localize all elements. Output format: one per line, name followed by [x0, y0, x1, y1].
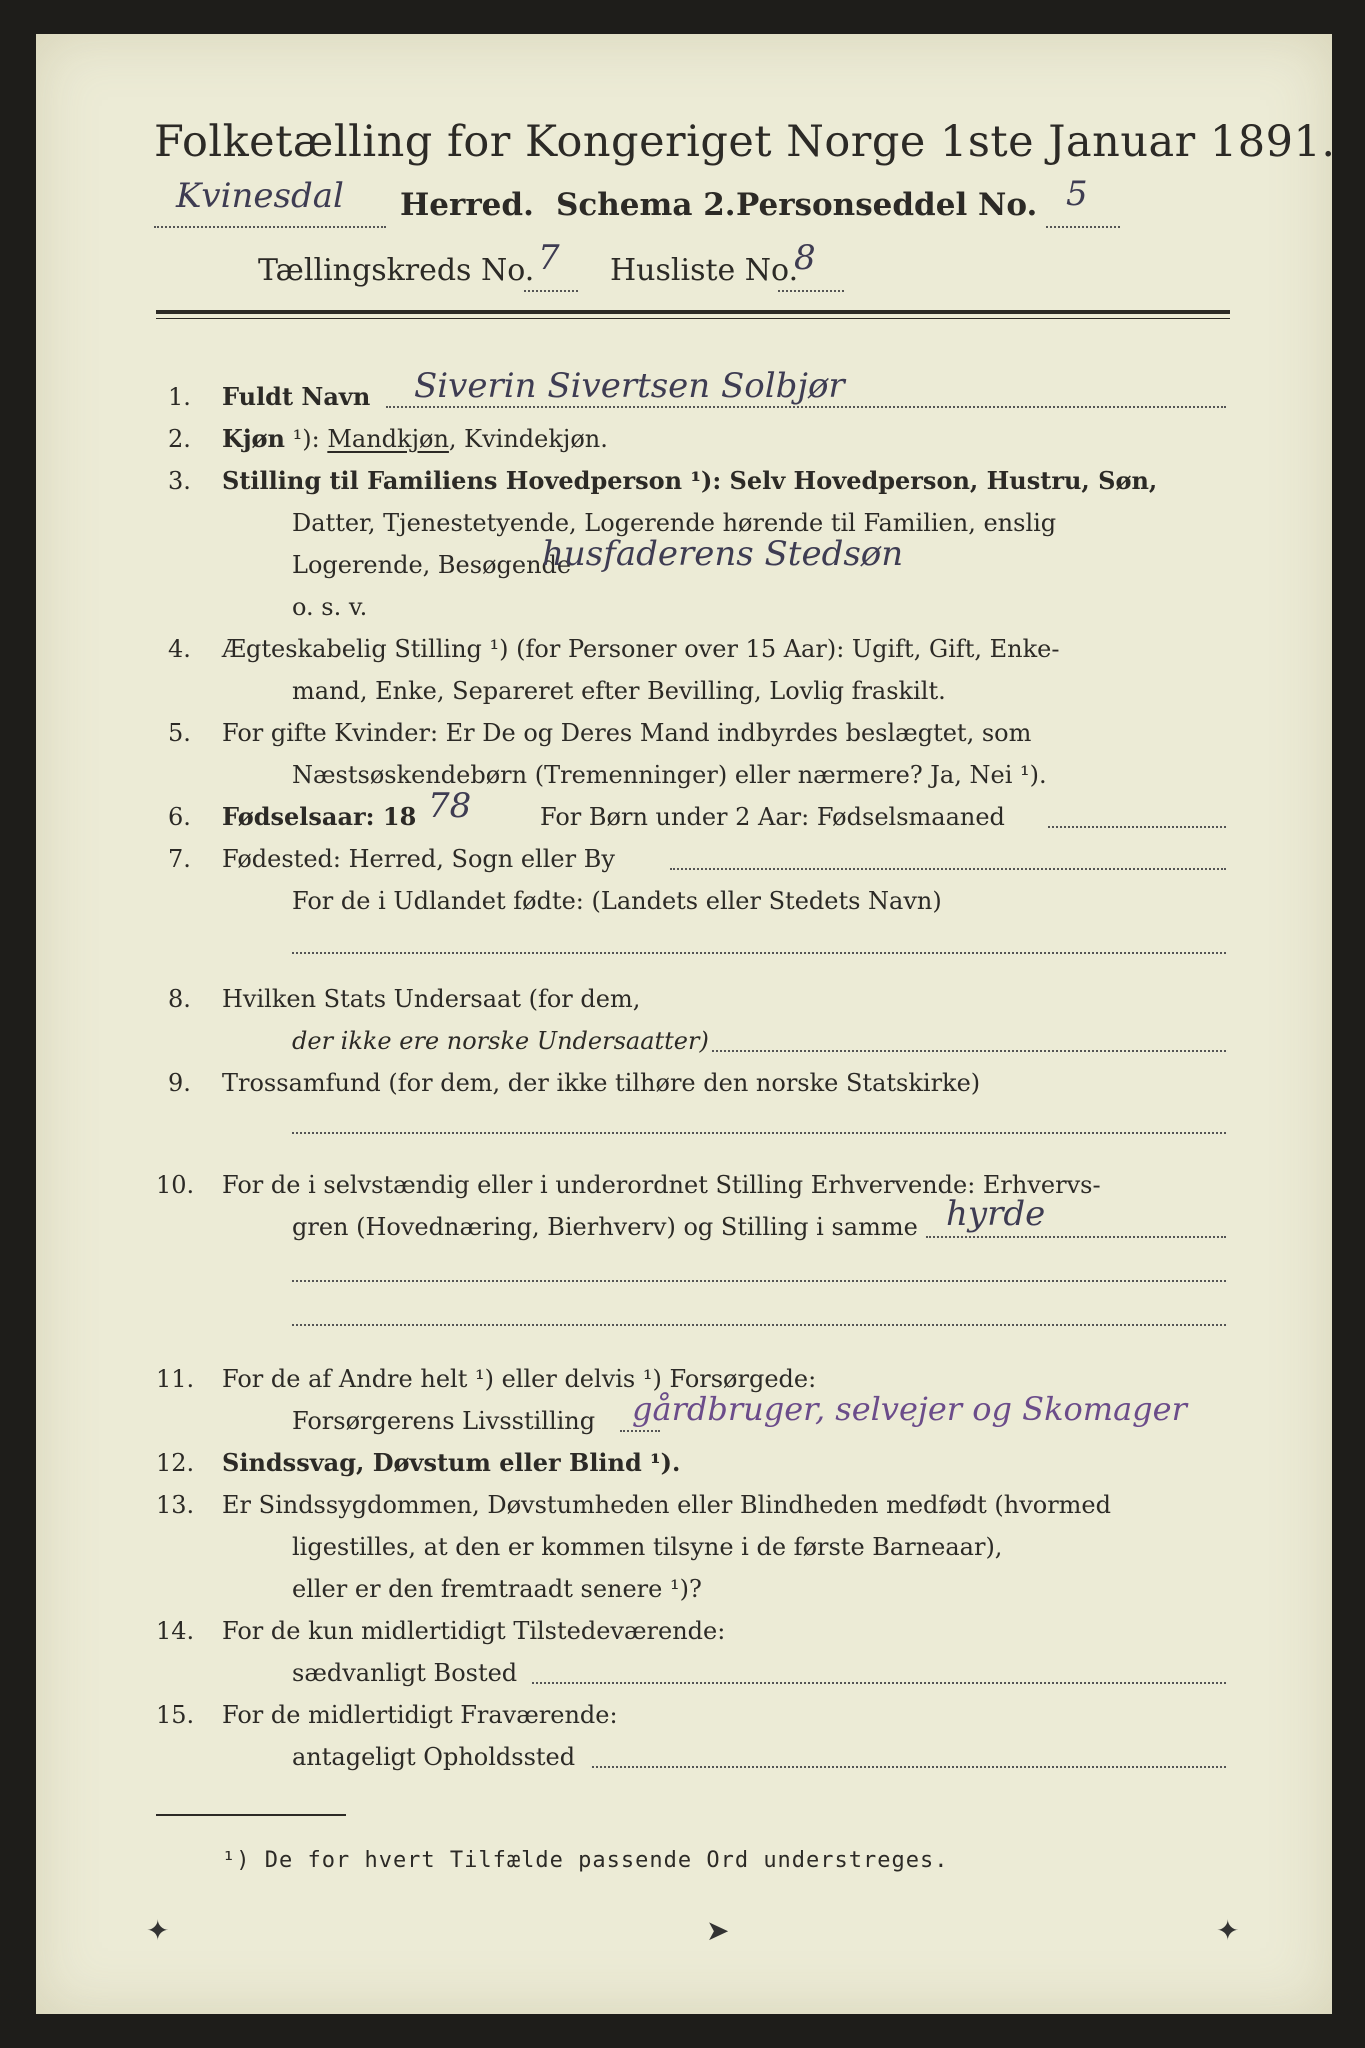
personseddel-label: Personseddel No. — [736, 187, 1038, 223]
header-rule-thin — [156, 318, 1230, 319]
item-10-number: 10. — [156, 1171, 195, 1199]
item-3-line-1: Stilling til Familiens Hovedperson ¹): Selv Hovedperson, Hustru, Søn, — [222, 466, 1158, 495]
registration-mark-right: ✦ — [1216, 1914, 1240, 1947]
item-2-text: Kjøn ¹): Mandkjøn, Kvindekjøn. — [222, 424, 608, 453]
item-14-line-2: sædvanligt Bosted — [292, 1659, 518, 1687]
kreds-number: 7 — [538, 238, 560, 278]
herred-dotted-line — [154, 226, 386, 228]
item-10-dotted-line — [926, 1236, 1226, 1238]
form-title: Folketælling for Kongeriget Norge 1ste Januar 1891. — [154, 117, 1336, 167]
item-6-label-2: For Børn under 2 Aar: Fødselsmaaned — [540, 803, 1005, 831]
item-8-number: 8. — [168, 985, 191, 1013]
footnote-rule — [156, 1814, 346, 1816]
item-7-line-2: For de i Udlandet fødte: (Landets eller Stedets Navn) — [292, 887, 942, 915]
item-3-number: 3. — [168, 467, 191, 495]
item-1-label: Fuldt Navn — [222, 382, 371, 411]
item-2-number: 2. — [168, 425, 191, 453]
header-double-rule — [156, 310, 1230, 314]
item-9-line-1: Trossamfund (for dem, der ikke tilhøre den norske Statskirke) — [222, 1069, 981, 1097]
item-1-dotted-line — [386, 406, 1226, 408]
item-13-line-2: ligestilles, at den er kommen tilsyne i de første Barneaar), — [292, 1533, 1003, 1561]
item-5-line-1: For gifte Kvinder: Er De og Deres Mand indbyrdes beslægtet, som — [222, 719, 1032, 747]
personseddel-dotted-line — [1046, 226, 1120, 228]
personseddel-number: 5 — [1066, 174, 1088, 214]
item-3-line-3: Logerende, Besøgende — [292, 551, 572, 579]
item-4-number: 4. — [168, 635, 191, 663]
item-14-number: 14. — [156, 1617, 195, 1645]
item-7-dotted-line — [670, 868, 1226, 870]
herred-label: Herred. — [400, 187, 534, 223]
item-3-line-4: o. s. v. — [292, 593, 368, 621]
footnote: ¹) De for hvert Tilfælde passende Ord understreges. — [222, 1848, 949, 1873]
item-10-dotted-line-2 — [292, 1280, 1226, 1282]
item-12-number: 12. — [156, 1449, 195, 1477]
item-11-line-2: Forsørgerens Livsstilling — [292, 1407, 596, 1435]
item-13-line-1: Er Sindssygdommen, Døvstumheden eller Blindheden medfødt (hvormed — [222, 1491, 1111, 1519]
item-5-line-2: Næstsøskendebørn (Tremenninger) eller nærmere? Ja, Nei ¹). — [292, 761, 1047, 789]
item-4-line-1: Ægteskabelig Stilling ¹) (for Personer over 15 Aar): Ugift, Gift, Enke- — [222, 635, 1060, 663]
item-13-line-3: eller er den fremtraadt senere ¹)? — [292, 1575, 702, 1603]
item-3-answer: husfaderens Stedsøn — [542, 534, 904, 574]
herred-handwritten: Kvinesdal — [176, 176, 344, 216]
item-10-dotted-line-3 — [292, 1324, 1226, 1326]
item-12-line-1: Sindssvag, Døvstum eller Blind ¹). — [222, 1448, 681, 1477]
item-15-line-1: For de midlertidigt Fraværende: — [222, 1701, 618, 1729]
item-1-answer: Siverin Sivertsen Solbjør — [414, 366, 845, 406]
item-11-number: 11. — [156, 1365, 195, 1393]
item-11-answer: gårdbruger, selvejer og Skomager — [632, 1390, 1187, 1428]
item-10-answer: hyrde — [946, 1194, 1046, 1234]
schema-label: Schema 2. — [556, 187, 736, 223]
item-6-label: Fødselsaar: 18 — [222, 802, 417, 831]
census-form-sheet — [36, 34, 1336, 2014]
item-10-line-2: gren (Hovednæring, Bierhverv) og Stilling i samme — [292, 1213, 918, 1241]
item-3-line-2: Datter, Tjenestetyende, Logerende hørende til Familien, enslig — [292, 509, 1057, 537]
item-13-number: 13. — [156, 1491, 195, 1519]
item-15-number: 15. — [156, 1701, 195, 1729]
item-5-number: 5. — [168, 719, 191, 747]
item-14-line-1: For de kun midlertidigt Tilstedeværende: — [222, 1617, 726, 1645]
husliste-number: 8 — [794, 238, 816, 278]
item-8-line-1: Hvilken Stats Undersaat (for dem, — [222, 985, 641, 1013]
item-8-line-2: der ikke ere norske Undersaatter) — [292, 1027, 709, 1055]
item-15-dotted-line — [592, 1766, 1226, 1768]
kreds-dotted-line — [524, 290, 578, 292]
item-7-dotted-line-2 — [292, 952, 1226, 954]
item-11-dotted-line — [620, 1430, 660, 1432]
item-14-dotted-line — [532, 1682, 1226, 1684]
registration-mark-left: ✦ — [146, 1914, 170, 1947]
husliste-label: Husliste No. — [610, 253, 799, 288]
item-1-number: 1. — [168, 383, 191, 411]
item-6-dotted-line — [1048, 826, 1226, 828]
husliste-dotted-line — [778, 290, 844, 292]
item-7-line-1: Fødested: Herred, Sogn eller By — [222, 845, 615, 873]
registration-mark-center: ➤ — [706, 1914, 730, 1947]
item-6-number: 6. — [168, 803, 191, 831]
item-6-answer: 78 — [428, 786, 472, 826]
item-8-dotted-line — [712, 1050, 1226, 1052]
item-10-line-1: For de i selvstændig eller i underordnet Stilling Erhvervende: Erhvervs- — [222, 1171, 1101, 1199]
item-9-number: 9. — [168, 1069, 191, 1097]
item-15-line-2: antageligt Opholdssted — [292, 1743, 576, 1771]
item-11-line-1: For de af Andre helt ¹) eller delvis ¹) Forsørgede: — [222, 1365, 817, 1393]
kreds-label: Tællingskreds No. — [258, 253, 535, 288]
item-7-number: 7. — [168, 845, 191, 873]
item-9-dotted-line — [292, 1132, 1226, 1134]
item-4-line-2: mand, Enke, Separeret efter Bevilling, Lovlig fraskilt. — [292, 677, 946, 705]
